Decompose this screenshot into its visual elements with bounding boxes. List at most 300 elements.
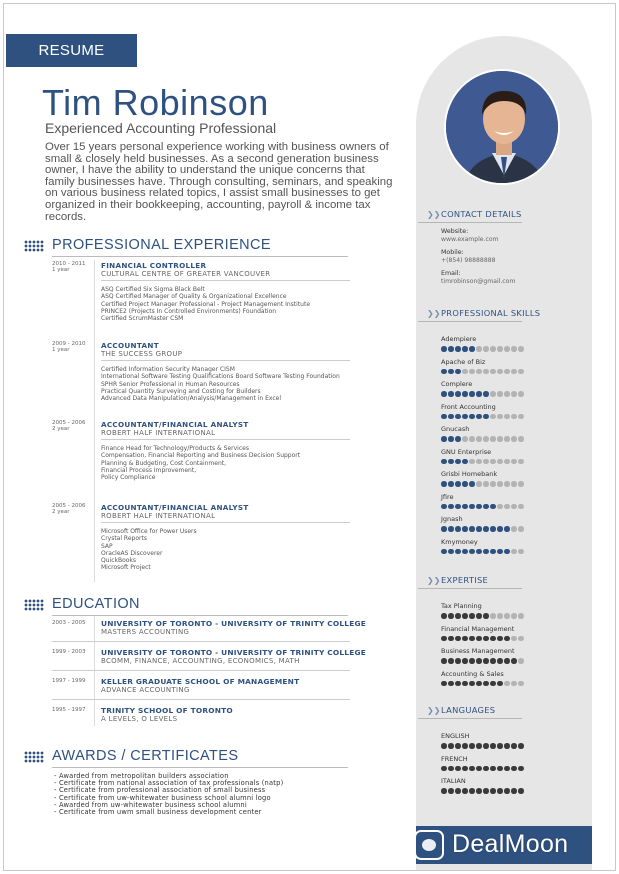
rating-item [441, 380, 581, 403]
rating-dot [497, 481, 503, 487]
job-items [101, 445, 300, 481]
education-divider [52, 699, 350, 700]
job-dates: 2005 - 2006 2 year [52, 503, 86, 515]
section-divider [418, 222, 522, 223]
list-item: - Awarded from uw-whitewater business school alumni [54, 800, 247, 809]
list-item: Compensation, Financial Reporting and Business Decision Support [101, 452, 301, 460]
rating-dot [490, 526, 496, 532]
rating-dot [448, 369, 454, 375]
rating-dot [441, 549, 447, 555]
rating-dot [518, 681, 524, 687]
rating-dots [441, 788, 581, 794]
rating-label: Apache of Biz [441, 357, 486, 366]
job-dates: 2010 - 2011 1 year [52, 261, 86, 273]
rating-dot [511, 436, 517, 442]
rating-dot [504, 681, 510, 687]
rating-dot [483, 743, 489, 749]
rating-item [441, 470, 581, 493]
rating-dot [504, 788, 510, 794]
rating-dot [518, 504, 524, 510]
rating-dot [497, 391, 503, 397]
rating-dot [504, 346, 510, 352]
rating-dot [483, 549, 489, 555]
rating-dot [455, 549, 461, 555]
rating-dot [483, 504, 489, 510]
rating-dot [448, 481, 454, 487]
rating-dot [518, 636, 524, 642]
rating-dots [441, 766, 581, 772]
skills-list [441, 335, 581, 560]
rating-dot [469, 549, 475, 555]
rating-dot [441, 414, 447, 420]
job-divider [101, 522, 350, 523]
rating-label: Gnucash [441, 425, 470, 433]
chevron-right-icon: ❯❯ [427, 706, 441, 715]
rating-dot [497, 549, 503, 555]
job-dates: 2009 - 2010 1 year [52, 341, 86, 353]
rating-dot [490, 391, 496, 397]
rating-dot [455, 414, 461, 420]
candidate-title: Experienced Accounting Professional [45, 120, 277, 136]
education-dates: 1999 - 2003 [52, 649, 86, 655]
rating-dot [469, 504, 475, 510]
job-organization: ROBERT HALF INTERNATIONAL [101, 429, 216, 437]
dealmoon-logo-icon [414, 830, 444, 860]
chevron-right-icon: ❯❯ [427, 576, 441, 585]
rating-label: Financial Management [441, 624, 515, 633]
rating-dot [518, 346, 524, 352]
rating-dot [511, 346, 517, 352]
school-name: UNIVERSITY OF TORONTO - UNIVERSITY OF TRINITY COLLEGE [101, 619, 366, 628]
rating-dot [469, 743, 475, 749]
rating-dot [469, 459, 475, 465]
education-dates: 1995 - 1997 [52, 707, 86, 713]
job-divider [101, 360, 350, 361]
rating-dot [511, 549, 517, 555]
rating-dot [441, 504, 447, 510]
mobile-label: Mobile: [441, 249, 464, 256]
education-entry [52, 619, 366, 647]
watermark-text: DealMoon [452, 830, 569, 858]
rating-dot [497, 436, 503, 442]
rating-item [441, 448, 581, 471]
section-divider [418, 588, 522, 589]
rating-dot [476, 636, 482, 642]
list-item: - Certificate from professional association of small business [54, 786, 266, 795]
job-entry [52, 420, 352, 495]
rating-dot [462, 681, 468, 687]
rating-dot [462, 766, 468, 772]
school-name: UNIVERSITY OF TORONTO - UNIVERSITY OF TRINITY COLLEGE [101, 648, 366, 657]
rating-label: Front Accounting [441, 402, 496, 411]
rating-label: Accounting & Sales [441, 669, 504, 678]
rating-dot [448, 613, 454, 619]
rating-dot [441, 743, 447, 749]
job-role: ACCOUNTANT/FINANCIAL ANALYST [101, 420, 249, 429]
chevron-right-icon: ❯❯ [427, 309, 441, 318]
rating-dot [455, 743, 461, 749]
rating-dot [448, 459, 454, 465]
list-item: Finance Head for Technology/Products & Services [101, 445, 249, 452]
list-item: QuickBooks [101, 557, 137, 565]
rating-dot [469, 346, 475, 352]
school-name: KELLER GRADUATE SCHOOL OF MANAGEMENT [101, 677, 300, 686]
experience-heading [24, 237, 348, 255]
skills-title: PROFESSIONAL SKILLS [441, 308, 541, 318]
rating-dot [483, 636, 489, 642]
rating-label: Tax Planning [441, 602, 482, 610]
mobile-value: +(854) 98888888 [441, 256, 496, 264]
rating-dot [455, 346, 461, 352]
job-entry [52, 503, 352, 583]
rating-dot [448, 788, 454, 794]
rating-dot [469, 681, 475, 687]
rating-dots [441, 369, 581, 375]
rating-dot [476, 766, 482, 772]
rating-dot [504, 743, 510, 749]
contact-heading [418, 208, 522, 222]
rating-item [441, 403, 581, 426]
rating-label: GNU Enterprise [441, 447, 492, 456]
rating-dot [441, 391, 447, 397]
list-item: - Awarded from metropolitan builders association [54, 772, 229, 780]
rating-dot [455, 788, 461, 794]
rating-dot [518, 526, 524, 532]
rating-dot [483, 526, 489, 532]
rating-dot [511, 481, 517, 487]
rating-dot [448, 414, 454, 420]
rating-dot [511, 369, 517, 375]
list-item: - Certificate from uw-whitewater business school alumni logo [54, 793, 271, 802]
rating-dot [490, 788, 496, 794]
rating-dot [462, 743, 468, 749]
rating-dot [518, 414, 524, 420]
rating-dot [469, 369, 475, 375]
rating-dot [518, 743, 524, 749]
rating-dot [441, 681, 447, 687]
rating-label: Jgnash [441, 515, 463, 523]
rating-dot [511, 391, 517, 397]
rating-dot [455, 481, 461, 487]
rating-dot [483, 346, 489, 352]
rating-dot [448, 743, 454, 749]
list-item: Microsoft Project [101, 564, 151, 572]
rating-item [441, 625, 581, 648]
job-items [101, 286, 310, 322]
rating-dot [441, 481, 447, 487]
rating-dot [511, 414, 517, 420]
rating-dot [483, 391, 489, 397]
rating-dot [462, 346, 468, 352]
rating-dot [518, 613, 524, 619]
education-divider [52, 670, 350, 671]
list-item: Financial Process Improvement, [101, 466, 197, 474]
education-entry [52, 706, 352, 734]
rating-label: FRENCH [441, 754, 468, 763]
education-entry [52, 677, 352, 705]
rating-dot [462, 436, 468, 442]
rating-dot [476, 504, 482, 510]
rating-item [441, 670, 581, 693]
rating-item [441, 777, 581, 800]
rating-dot [476, 436, 482, 442]
list-item: ASQ Certified Six Sigma Black Belt [101, 286, 205, 293]
section-divider [52, 256, 348, 257]
list-item: Microsoft Office for Power Users [101, 528, 197, 535]
rating-item [441, 335, 581, 358]
rating-label: Kmymoney [441, 537, 478, 546]
rating-dot [518, 459, 524, 465]
list-item: Certified Information Security Manager CISM [101, 366, 235, 373]
skills-heading [418, 307, 541, 321]
rating-dot [518, 481, 524, 487]
rating-dot [490, 681, 496, 687]
rating-dot [504, 636, 510, 642]
rating-dot [490, 766, 496, 772]
rating-dots [441, 504, 581, 510]
rating-dot [483, 414, 489, 420]
contact-details [441, 228, 571, 291]
rating-dot [511, 788, 517, 794]
rating-dot [448, 681, 454, 687]
rating-item [441, 732, 581, 755]
rating-dot [455, 613, 461, 619]
rating-dot [448, 346, 454, 352]
rating-dot [448, 526, 454, 532]
rating-dots [441, 346, 581, 352]
languages-heading [418, 704, 522, 718]
education-heading [24, 596, 348, 614]
rating-dot [504, 549, 510, 555]
rating-dot [497, 613, 503, 619]
profile-photo [444, 69, 560, 185]
degree: A LEVELS, O LEVELS [101, 715, 178, 723]
section-divider [52, 767, 348, 768]
resume-tag: RESUME [6, 34, 137, 67]
list-item: Practical Quantity Surveying and Costing for Builders [101, 387, 261, 395]
rating-dot [518, 549, 524, 555]
rating-dot [462, 481, 468, 487]
rating-dot [497, 636, 503, 642]
website-value: www.example.com [441, 235, 499, 243]
rating-dot [455, 636, 461, 642]
job-role: FINANCIAL CONTROLLER [101, 261, 207, 270]
rating-dot [455, 504, 461, 510]
rating-dot [504, 414, 510, 420]
rating-dot [476, 658, 482, 664]
rating-label: Jfire [441, 492, 454, 501]
rating-dot [469, 766, 475, 772]
list-item: International Software Testing Qualifications Board Software Testing Foundation [101, 373, 340, 381]
rating-dot [497, 766, 503, 772]
rating-dot [476, 681, 482, 687]
rating-dots [441, 681, 581, 687]
rating-dot [518, 788, 524, 794]
rating-dot [497, 369, 503, 375]
rating-dot [504, 459, 510, 465]
rating-dot [448, 391, 454, 397]
rating-dot [441, 766, 447, 772]
rating-dot [476, 369, 482, 375]
rating-dot [483, 658, 489, 664]
degree: MASTERS ACCOUNTING [101, 628, 190, 636]
degree: BCOMM, FINANCE, ACCOUNTING, ECONOMICS, MATH [101, 657, 300, 665]
languages-title: LANGUAGES [441, 705, 496, 715]
rating-dot [497, 743, 503, 749]
list-item: - Certificate from national association of tax professionals (natp) [54, 779, 284, 788]
rating-dot [483, 788, 489, 794]
rating-dot [490, 436, 496, 442]
rating-dot [483, 613, 489, 619]
rating-dots [441, 658, 581, 664]
rating-label: ENGLISH [441, 732, 470, 740]
education-divider [52, 641, 350, 642]
rating-dot [518, 436, 524, 442]
rating-dot [469, 481, 475, 487]
rating-dot [511, 636, 517, 642]
school-name: TRINITY SCHOOL OF TORONTO [101, 706, 233, 715]
contact-title: CONTACT DETAILS [441, 209, 522, 219]
rating-dot [441, 788, 447, 794]
rating-dot [483, 459, 489, 465]
rating-dots [441, 743, 581, 749]
rating-dot [483, 766, 489, 772]
rating-dot [511, 743, 517, 749]
rating-dot [490, 504, 496, 510]
rating-dot [469, 636, 475, 642]
degree: ADVANCE ACCOUNTING [101, 686, 190, 694]
rating-dot [518, 766, 524, 772]
rating-dot [511, 766, 517, 772]
rating-dot [497, 459, 503, 465]
rating-dot [441, 369, 447, 375]
rating-dot [462, 369, 468, 375]
rating-item [441, 538, 581, 561]
education-title: EDUCATION [52, 596, 140, 612]
rating-dot [469, 526, 475, 532]
education-entry [52, 648, 366, 676]
rating-dots [441, 391, 581, 397]
rating-dot [497, 504, 503, 510]
rating-dot [441, 636, 447, 642]
rating-dot [455, 658, 461, 664]
rating-dot [476, 481, 482, 487]
rating-dot [448, 549, 454, 555]
rating-item [441, 515, 581, 538]
experience-title: PROFESSIONAL EXPERIENCE [52, 237, 271, 253]
rating-dot [490, 481, 496, 487]
rating-dot [469, 788, 475, 794]
rating-dots [441, 549, 581, 555]
candidate-name: Tim Robinson [42, 82, 269, 123]
rating-label: ITALIAN [441, 777, 466, 785]
rating-dots [441, 414, 581, 420]
rating-item [441, 358, 581, 381]
rating-dot [497, 788, 503, 794]
email-label: Email: [441, 270, 461, 277]
rating-dot [469, 613, 475, 619]
rating-dot [455, 681, 461, 687]
rating-dot [455, 459, 461, 465]
rating-label: Adempiere [441, 335, 477, 343]
rating-dot [469, 658, 475, 664]
rating-dot [483, 436, 489, 442]
rating-dot [483, 481, 489, 487]
rating-dot [462, 658, 468, 664]
job-organization: CULTURAL CENTRE OF GREATER VANCOUVER [101, 270, 271, 278]
job-divider [101, 439, 350, 440]
rating-dot [462, 414, 468, 420]
rating-dot [476, 788, 482, 794]
rating-dots [441, 636, 581, 642]
rating-dots [441, 613, 581, 619]
rating-dot [504, 436, 510, 442]
rating-dot [448, 658, 454, 664]
rating-label: Complere [441, 380, 473, 388]
rating-label: Grisbi Homebank [441, 470, 498, 478]
section-divider [418, 321, 522, 322]
rating-dot [490, 613, 496, 619]
rating-dot [504, 504, 510, 510]
rating-dots [441, 481, 581, 487]
watermark [410, 826, 605, 864]
rating-dot [476, 526, 482, 532]
rating-dots [441, 459, 581, 465]
list-item: Policy Compliance [101, 474, 156, 482]
rating-dot [518, 369, 524, 375]
rating-dot [462, 613, 468, 619]
rating-dot [462, 459, 468, 465]
rating-dot [490, 414, 496, 420]
list-item: Certified ScrumMaster CSM [101, 315, 184, 323]
expertise-heading [418, 574, 522, 588]
rating-dot [497, 658, 503, 664]
rating-dots [441, 526, 581, 532]
rating-dot [448, 636, 454, 642]
job-dates: 2005 - 2006 2 year [52, 420, 86, 432]
rating-dot [476, 391, 482, 397]
rating-dot [476, 459, 482, 465]
person-photo-icon [446, 71, 560, 185]
rating-dot [518, 658, 524, 664]
rating-dot [441, 613, 447, 619]
job-role: ACCOUNTANT/FINANCIAL ANALYST [101, 503, 249, 512]
rating-dot [476, 346, 482, 352]
rating-item [441, 755, 581, 778]
rating-dot [455, 391, 461, 397]
rating-dot [462, 526, 468, 532]
languages-list [441, 732, 581, 800]
list-item: SPHR Senior Professional in Human Resources [101, 380, 240, 388]
section-divider [418, 718, 522, 719]
rating-dot [483, 369, 489, 375]
rating-dot [441, 436, 447, 442]
rating-dot [497, 346, 503, 352]
rating-dot [462, 391, 468, 397]
job-role: ACCOUNTANT [101, 341, 159, 350]
rating-dot [511, 681, 517, 687]
rating-dot [504, 613, 510, 619]
rating-dot [490, 346, 496, 352]
job-divider [101, 280, 350, 281]
rating-dot [448, 504, 454, 510]
rating-dot [490, 549, 496, 555]
rating-dot [476, 549, 482, 555]
rating-dot [511, 658, 517, 664]
rating-dots [441, 436, 581, 442]
expertise-list [441, 602, 581, 692]
rating-dot [497, 414, 503, 420]
